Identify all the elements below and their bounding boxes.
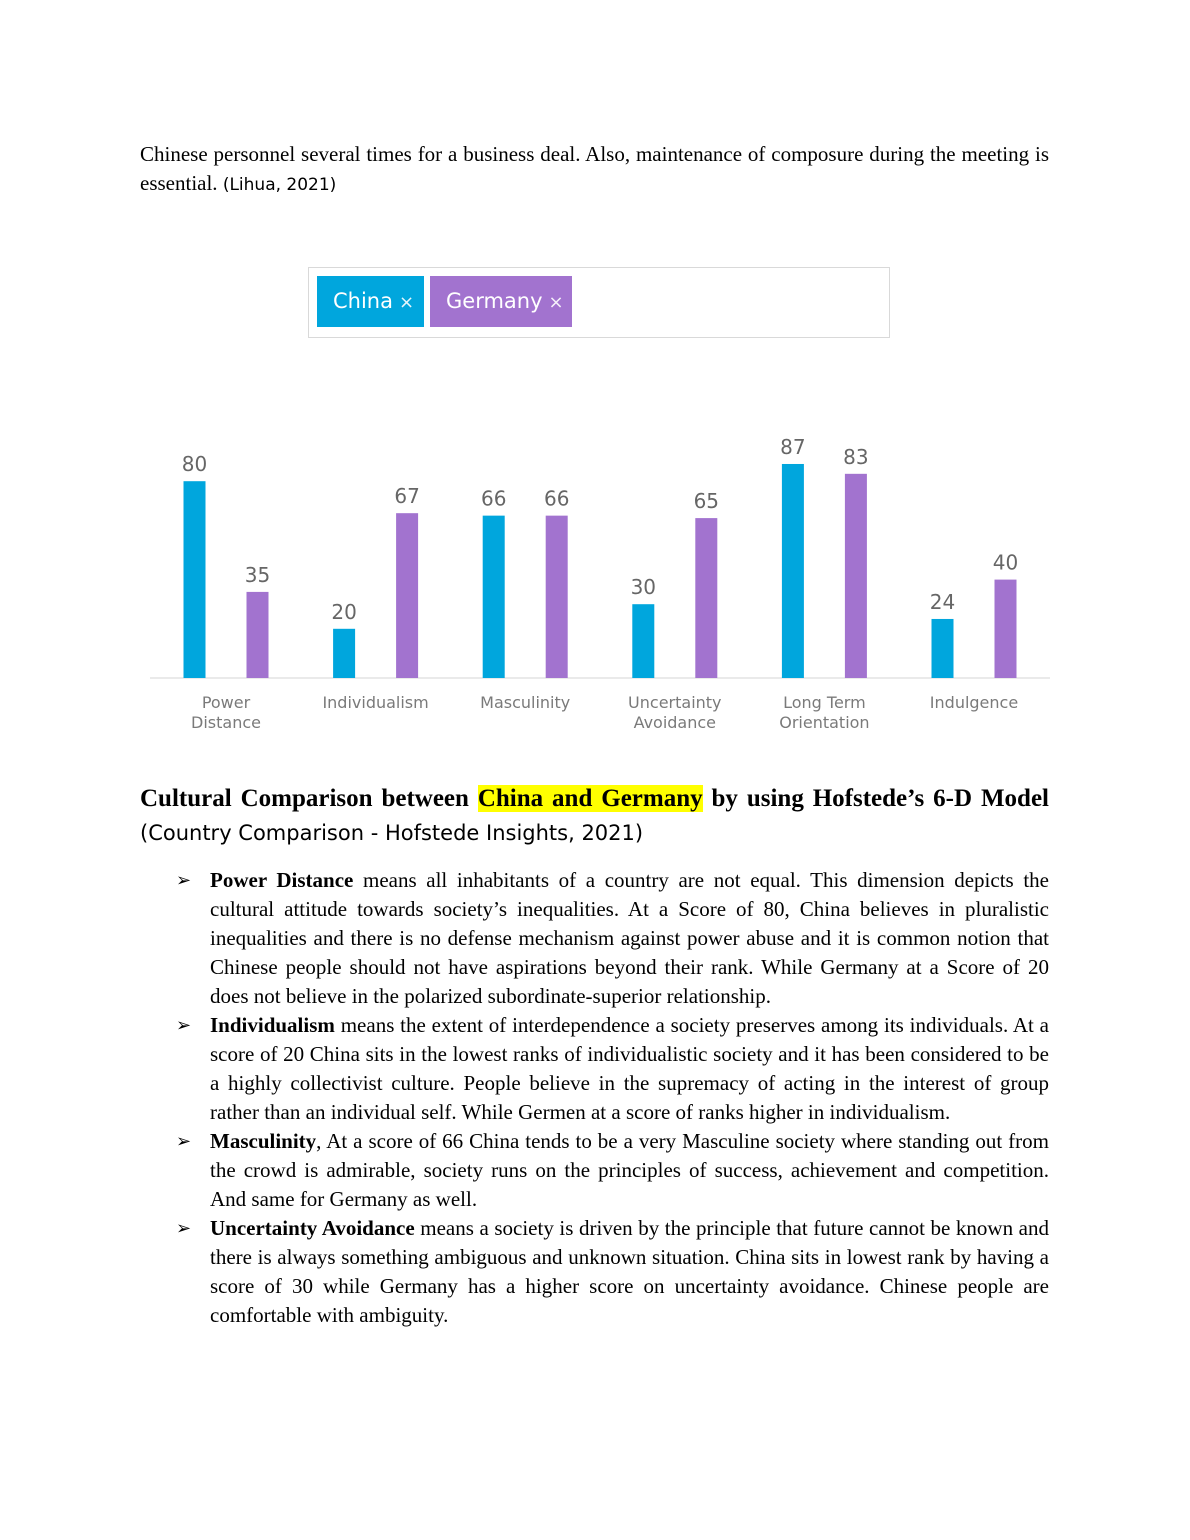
heading-highlight: China and Germany xyxy=(477,785,703,812)
list-item xyxy=(174,1011,1049,1127)
data-label-germany-long-term-orientation: 83 xyxy=(843,444,869,469)
arrow-bullet-icon: ➢ xyxy=(176,1218,192,1239)
intro-text: Chinese personnel several times for a business deal. Also, maintenance of composure during the meeting is essential. xyxy=(140,142,1049,195)
bullet-text: , At a score of 66 China tends to be a very Masculine society where standing out from the crowd is admirable, society runs on the principles of success, achievement and competition. And same for Germany as well. xyxy=(210,1129,1049,1211)
bullet-text: means the extent of interdependence a society preserves among its individuals. At a score of 20 China sits in the lowest ranks of individualistic society and it has been considered to be a highly collectivist culture. People believe in the supremacy of acting in the interest of group rather than an individual self. While Germen at a score of ranks higher in individualism. xyxy=(210,1013,1049,1124)
category-label-masculinity: Masculinity xyxy=(480,693,571,712)
bullet-term: Masculinity xyxy=(210,1129,317,1153)
intro-citation: (Lihua, 2021) xyxy=(222,175,337,195)
bar-germany-long-term-orientation xyxy=(845,474,867,678)
category-label-power-distance: Power xyxy=(201,693,251,712)
bar-germany-individualism xyxy=(396,513,418,678)
data-label-germany-uncertainty-avoidance: 65 xyxy=(693,489,720,514)
data-label-china-power-distance: 80 xyxy=(181,452,208,477)
bullet-text: means a society is driven by the principle that future cannot be known and there is always something ambiguous and unknown situation. China sits in lowest rank by having a score of 30 while Germany has a higher score on uncertainty avoidance. Chinese people are comfortable with ambiguity. xyxy=(210,1216,1049,1327)
list-item xyxy=(174,1127,1049,1214)
remove-china-icon[interactable]: × xyxy=(399,292,415,313)
bar-germany-uncertainty-avoidance xyxy=(695,518,717,678)
category-label-long-term-orientation: Long Term xyxy=(783,693,866,712)
bullet-term: Individualism xyxy=(210,1013,335,1037)
hofstede-bar-chart xyxy=(140,420,1060,750)
data-label-china-individualism: 20 xyxy=(331,599,357,624)
bullet-text: means all inhabitants of a country are not equal. This dimension depicts the cultural attitude towards society’s inequalities. At a Score of 80, China believes in pluralistic inequalities and there is no defense mechanism against power abuse and it is common notion that Chinese people should not have aspirations beyond their rank. While Germany at a Score of 20 does not believe in the polarized subordinate-superior relationship. xyxy=(210,868,1049,1008)
bar-china-uncertainty-avoidance xyxy=(632,604,654,678)
bar-china-indulgence xyxy=(932,619,954,678)
data-label-china-indulgence: 24 xyxy=(929,589,956,614)
bar-germany-power-distance xyxy=(247,592,269,678)
bar-china-long-term-orientation xyxy=(782,464,804,678)
bullet-term: Uncertainty Avoidance xyxy=(210,1216,415,1240)
category-label-uncertainty-avoidance: Uncertainty xyxy=(628,693,722,712)
data-label-china-masculinity: 66 xyxy=(480,486,507,511)
category-label-uncertainty-avoidance: Avoidance xyxy=(633,713,717,732)
data-label-china-long-term-orientation: 87 xyxy=(780,434,806,459)
arrow-bullet-icon: ➢ xyxy=(176,1015,192,1036)
data-label-germany-masculinity: 66 xyxy=(543,486,570,511)
arrow-bullet-icon: ➢ xyxy=(176,870,192,891)
category-label-power-distance: Distance xyxy=(191,713,261,732)
bullet-term: Power Distance xyxy=(210,868,354,892)
intro-paragraph xyxy=(140,140,1049,200)
bar-china-masculinity xyxy=(483,516,505,678)
data-label-germany-power-distance: 35 xyxy=(244,562,271,587)
heading-citation: (Country Comparison - Hofstede Insights, 2021) xyxy=(140,821,644,845)
bar-china-power-distance xyxy=(184,481,206,678)
tag-china-label: China xyxy=(333,289,393,313)
data-label-china-uncertainty-avoidance: 30 xyxy=(630,575,657,600)
bar-germany-indulgence xyxy=(995,580,1017,678)
country-selector[interactable] xyxy=(308,267,890,338)
remove-germany-icon[interactable]: × xyxy=(548,292,564,313)
arrow-bullet-icon: ➢ xyxy=(176,1131,192,1152)
tag-germany[interactable] xyxy=(430,276,572,327)
dimension-list xyxy=(174,866,1049,1330)
data-label-germany-individualism: 67 xyxy=(394,484,420,509)
category-label-individualism: Individualism xyxy=(322,693,429,712)
data-label-germany-indulgence: 40 xyxy=(992,550,1019,575)
category-label-long-term-orientation: Orientation xyxy=(779,713,870,732)
list-item xyxy=(174,1214,1049,1330)
tag-germany-label: Germany xyxy=(446,289,543,313)
chart-svg xyxy=(140,420,1060,750)
heading-text-after: by using Hofstede’s 6-D Model xyxy=(711,785,1050,812)
bar-china-individualism xyxy=(333,629,355,678)
list-item xyxy=(174,866,1049,1011)
section-heading xyxy=(140,782,1049,850)
bar-germany-masculinity xyxy=(546,516,568,678)
tag-china[interactable] xyxy=(317,276,424,327)
category-label-indulgence: Indulgence xyxy=(929,693,1019,712)
heading-text-before: Cultural Comparison between xyxy=(140,785,469,812)
